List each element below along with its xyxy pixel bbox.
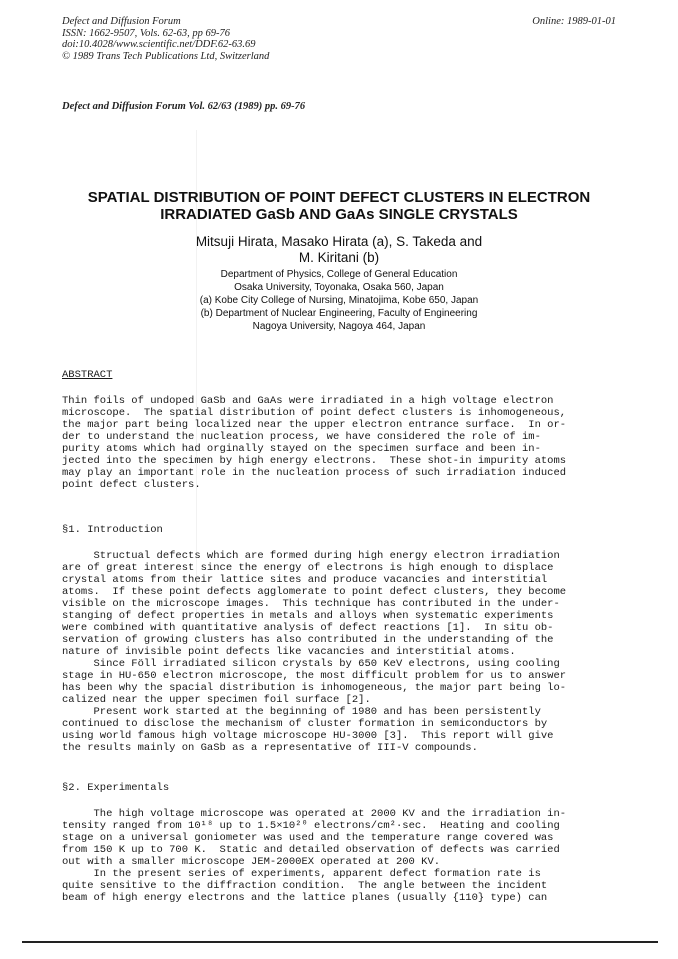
text-line: The high voltage microscope was operated at 2000 KV and the irradiation in- (62, 808, 567, 820)
affiliation-line: (a) Kobe City College of Nursing, Minatojima, Kobe 650, Japan (199, 295, 479, 306)
title-line: SPATIAL DISTRIBUTION OF POINT DEFECT CLUSTERS IN ELECTRON (87, 189, 591, 206)
text-line: tensity ranged from 10¹⁸ up to 1.5×10²⁰ electrons/cm²·sec. Heating and cooling (62, 820, 560, 832)
text-line: nature of invisible point defects like vacancies and interstitial atoms. (62, 646, 516, 658)
text-line: quite sensitive to the diffraction condition. The angle between the incident (62, 880, 548, 892)
text-line: point defect clusters. (62, 479, 201, 491)
text-line: Thin foils of undoped GaSb and GaAs were irradiated in a high voltage electron (62, 395, 554, 407)
affiliation-line: Osaka University, Toyonaka, Osaka 560, Japan (234, 282, 444, 293)
affiliations (40, 268, 638, 333)
experimentals-body (62, 808, 622, 904)
text-line: microscope. The spatial distribution of point defect clusters is inhomogeneous, (62, 407, 567, 419)
text-line: servation of growing clusters has also contributed in the understanding of the (62, 634, 554, 646)
text-line: continued to disclose the mechanism of cluster formation in semiconductors by (62, 718, 548, 730)
text-line: Since Föll irradiated silicon crystals by 650 KeV electrons, using cooling (62, 658, 560, 670)
text-line: Present work started at the beginning of 1980 and has been persistently (62, 706, 541, 718)
footer-rule (22, 941, 658, 943)
affiliation-line: Department of Physics, College of General Education (220, 269, 458, 280)
text-line: the major part being localized near the upper electron entrance surface. In or- (62, 419, 567, 431)
title-line: IRRADIATED GaSb AND GaAs SINGLE CRYSTALS (160, 206, 518, 223)
author-list (40, 234, 638, 266)
author-line: M. Kiritani (b) (298, 250, 380, 265)
text-line: are of great interest since the energy of electrons is high enough to displace (62, 562, 554, 574)
text-line: der to understand the nucleation process, we have considered the role of im- (62, 431, 541, 443)
affiliation-line: Nagoya University, Nagoya 464, Japan (252, 321, 426, 332)
online-date: Online: 1989-01-01 (532, 16, 616, 27)
copyright-line: © 1989 Trans Tech Publications Ltd, Switzerland (62, 50, 270, 62)
text-line: from 150 K up to 700 K. Static and detailed observation of defects was carried (62, 844, 560, 856)
journal-name: Defect and Diffusion Forum (62, 16, 181, 27)
text-line: jected into the specimen by high energy electrons. These shot-in impurity atoms (62, 455, 567, 467)
abstract-heading: ABSTRACT (62, 369, 113, 381)
journal-citation: Defect and Diffusion Forum Vol. 62/63 (1989) pp. 69-76 (62, 101, 306, 112)
text-line: has been why the spacial distribution is inhomogeneous, the major part being lo- (62, 682, 567, 694)
text-line: using world famous high voltage microscope HU-3000 [3]. This report will give (62, 730, 554, 742)
publication-info (62, 16, 269, 62)
text-line: the results mainly on GaSb as a representative of III-V compounds. (62, 742, 478, 754)
paper-title (40, 189, 638, 223)
section-heading-introduction: §1. Introduction (62, 524, 163, 536)
doi-line: doi:10.4028/www.scientific.net/DDF.62-63.69 (62, 39, 256, 50)
text-line: stage on a universal goniometer was used and the temperature range covered was (62, 832, 554, 844)
text-line: stage in HU-650 electron microscope, the most difficult problem for us to answer (62, 670, 567, 682)
text-line: visible on the microscope images. This technique has contributed in the under- (62, 598, 560, 610)
text-line: purity atoms which had orginally stayed on the specimen surface and been in- (62, 443, 541, 455)
text-line: crystal atoms from their lattice sites and produce vacancies and interstitial (62, 574, 548, 586)
text-line: may play an important role in the nucleation process of such irradiation induced (62, 467, 567, 479)
affiliation-line: (b) Department of Nuclear Engineering, Faculty of Engineering (200, 308, 478, 319)
introduction-body (62, 550, 622, 754)
text-line: stanging of defect properties in metals and alloys when systematic experiments (62, 610, 554, 622)
issn-line: ISSN: 1662-9507, Vols. 62-63, pp 69-76 (62, 27, 230, 39)
text-line: out with a smaller microscope JEM-2000EX operated at 200 KV. (62, 856, 441, 868)
author-line: Mitsuji Hirata, Masako Hirata (a), S. Takeda and (195, 234, 483, 249)
text-line: Structual defects which are formed during high energy electron irradiation (62, 550, 560, 562)
text-line: atoms. If these point defects agglomerate to point defect clusters, they become (62, 586, 567, 598)
section-heading-experimentals: §2. Experimentals (62, 782, 170, 794)
abstract-body (62, 395, 622, 491)
text-line: calized near the upper specimen foil surface [2]. (62, 694, 371, 706)
text-line: beam of high energy electrons and the lattice planes (usually {110} type) can (62, 892, 548, 904)
text-line: In the present series of experiments, apparent defect formation rate is (62, 868, 541, 880)
text-line: were combined with quantitative analysis of defect reactions [1]. In situ ob- (62, 622, 554, 634)
